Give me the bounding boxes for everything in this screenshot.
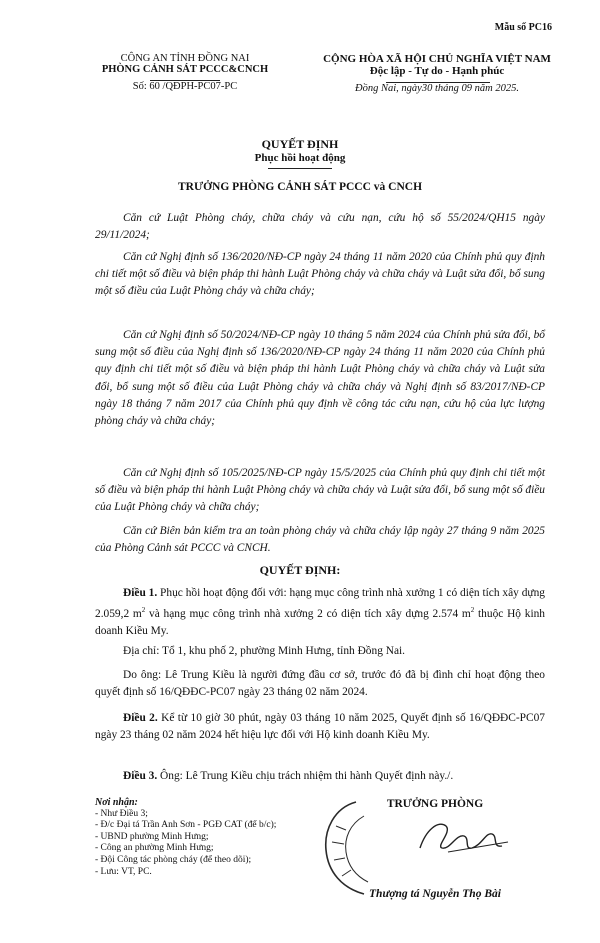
authority: TRƯỞNG PHÒNG CẢNH SÁT PCCC và CNCH	[177, 181, 423, 193]
place-date: Đồng Nai, ngày30 tháng 09 năm 2025.	[355, 83, 519, 94]
article-2	[95, 710, 545, 744]
recipient-item: - Như Điều 3;	[95, 808, 148, 819]
doc-number: Số: 60 /QĐPH-PC07-PC	[132, 81, 238, 92]
article-1-address: Địa chỉ: Tổ 1, khu phố 2, phường Minh Hưng, tỉnh Đồng Nai.	[123, 645, 406, 657]
agency-name: CÔNG AN TỈNH ĐỒNG NAI	[120, 53, 250, 64]
article-3-label: Điều 3.	[123, 770, 158, 782]
nation-title: CỘNG HÒA XÃ HỘI CHỦ NGHĨA VIỆT NAM	[323, 53, 551, 65]
recipient-item: - Đ/c Đại tá Trần Anh Sơn - PGĐ CAT (để b/c);	[95, 820, 277, 831]
header-left-divider	[150, 80, 220, 81]
form-code: Mẫu số PC16	[494, 22, 552, 33]
article-1	[95, 585, 545, 640]
article-3-text: Ông: Lê Trung Kiều chịu trách nhiệm thi hành Quyết định này./.	[157, 770, 454, 782]
recipient-item: - Đội Công tác phòng cháy (để theo dõi);	[95, 854, 252, 865]
article-1-sup-b: 2	[470, 606, 475, 615]
article-1-reason: Do ông: Lê Trung Kiều là người đứng đầu cơ sở, trước đó đã bị đình chỉ hoạt động theo quyết định số 16/QĐĐC-PC07 ngày 23 tháng 02 năm 2024.	[95, 669, 545, 699]
header-right	[292, 53, 582, 94]
header-left	[80, 53, 290, 92]
signature-title: TRƯỞNG PHÒNG	[386, 798, 484, 810]
article-3	[95, 768, 545, 785]
signer-name: Thượng tá Nguyễn Thọ Bài	[369, 888, 501, 900]
basis-1: Căn cứ Luật Phòng cháy, chữa cháy và cứu nạn, cứu hộ số 55/2024/QH15 ngày 29/11/2024;	[95, 212, 545, 242]
article-1-sup-a: 2	[141, 606, 146, 615]
recipient-item: - UBND phường Minh Hưng;	[95, 831, 209, 842]
recipients-heading: Nơi nhận:	[95, 797, 138, 808]
decision-heading: QUYẾT ĐỊNH:	[259, 563, 341, 577]
basis-3: Căn cứ Nghị định số 50/2024/NĐ-CP ngày 10 tháng 5 năm 2024 của Chính phủ sửa đổi, bổ sung một số điều của Nghị định số 136/2020/NĐ-CP ngày 24 tháng 11 năm 2020 của Chính phủ quy định chi tiết một số điều và biện pháp thi hành Luật Phòng cháy và chữa cháy và Luật sửa đổi, bổ sung một số điều của Luật Phòng cháy và chữa cháy và Nghị định số 83/2017/NĐ-CP ngày 18 tháng 7 năm 2017 của Chính phủ quy định về công tác cứu nạn, cứu hộ của lực lượng phòng cháy và chữa cháy;	[95, 329, 545, 428]
article-1-text-b: và hạng mục công trình nhà xưởng 2 có diện tích xây dựng 2.574 m	[145, 608, 471, 620]
article-1-label: Điều 1.	[123, 587, 158, 599]
handwritten-signature	[412, 812, 522, 862]
unit-name: PHÒNG CẢNH SÁT PCCC&CNCH	[101, 64, 269, 75]
motto: Độc lập - Tự do - Hạnh phúc	[369, 65, 505, 77]
basis-2: Căn cứ Nghị định số 136/2020/NĐ-CP ngày 24 tháng 11 năm 2020 của Chính phủ quy định chi tiết một số điều và biện pháp thi hành Luật Phòng cháy và chữa cháy và Luật sửa đổi, bổ sung một số điều của Luật Phòng cháy và chữa cháy;	[95, 251, 545, 298]
motto-underline	[386, 82, 490, 83]
doc-subtitle: Phục hồi hoạt động	[254, 152, 346, 164]
article-2-label: Điều 2.	[123, 712, 158, 724]
recipient-item: - Công an phường Minh Hưng;	[95, 843, 214, 854]
subtitle-underline	[268, 168, 332, 169]
recipient-item: - Lưu: VT, PC.	[95, 866, 152, 877]
article-1-text-c: thuộc Hộ kinh doanh Kiều My.	[95, 608, 545, 638]
article-1-text-a: Phục hồi hoạt động đối với: hạng mục công trình nhà xưởng 1 có diện tích xây dựng 2.059,2 m	[95, 587, 545, 620]
recipients	[95, 797, 325, 878]
basis-5: Căn cứ Biên bản kiểm tra an toàn phòng cháy và chữa cháy lập ngày 27 tháng 9 năm 2025 của Phòng Cảnh sát PCCC và CNCH.	[95, 525, 545, 555]
doc-title: QUYẾT ĐỊNH	[261, 137, 339, 151]
article-2-text: Kể từ 10 giờ 30 phút, ngày 03 tháng 10 năm 2025, Quyết định số 16/QĐĐC-PC07 ngày 23 tháng 02 năm 2024 hết hiệu lực đối với Hộ kinh doanh Kiều My.	[95, 712, 545, 742]
basis-4: Căn cứ Nghị định số 105/2025/NĐ-CP ngày 15/5/2025 của Chính phủ quy định chi tiết một số điều và biện pháp thi hành Luật Phòng cháy và chữa cháy và Luật sửa đổi, bổ sung một số điều của Luật Phòng cháy và chữa cháy;	[95, 467, 545, 514]
